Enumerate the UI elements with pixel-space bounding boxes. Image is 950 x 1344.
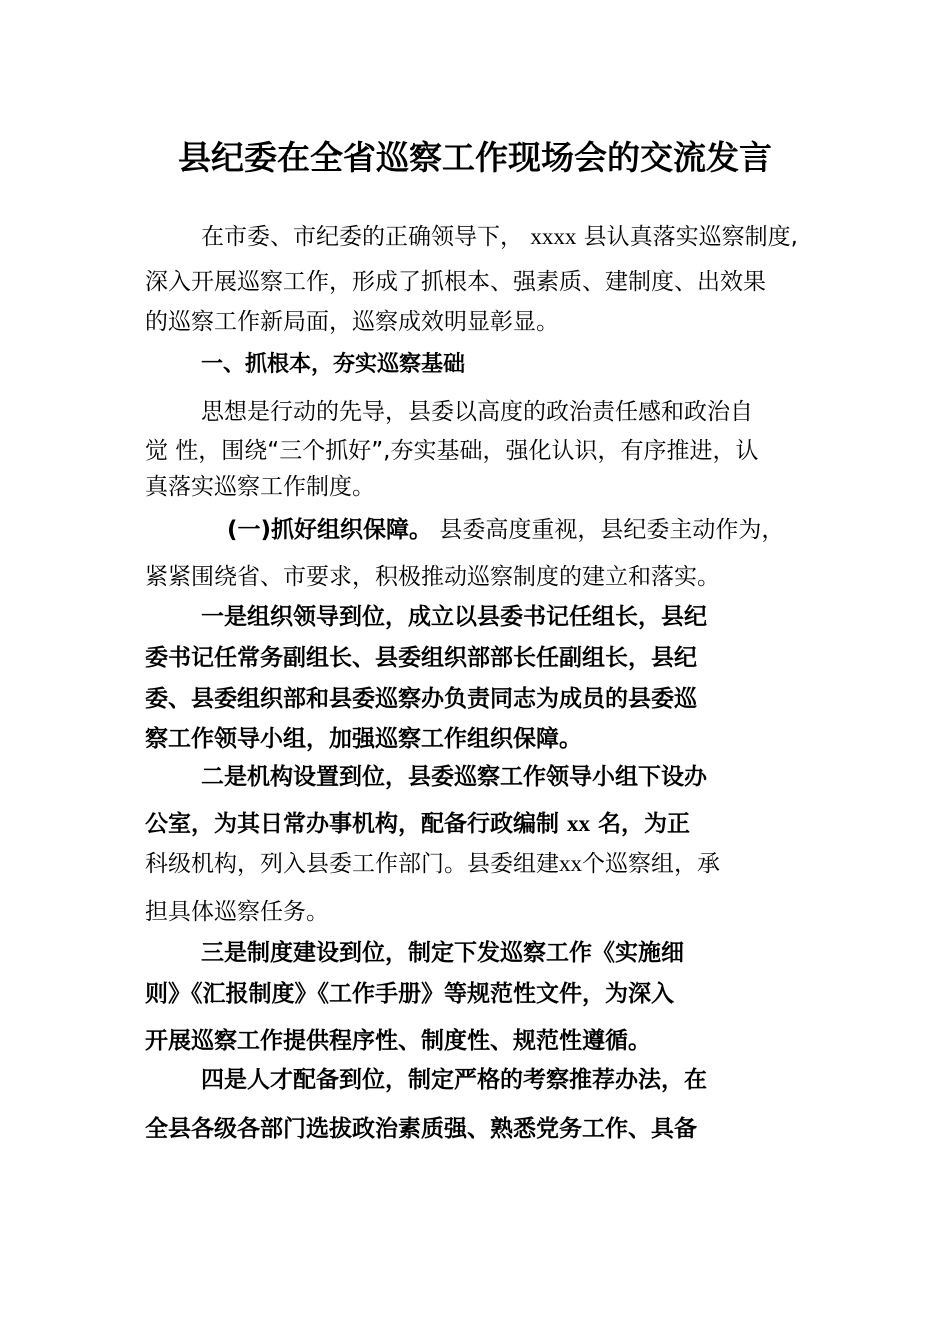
point-3-line-2: 则》《汇报制度》《工作手册》等规范性文件，为深入	[145, 981, 674, 1007]
point-2-line-2-text-a: 公室，为其日常办事机构，配备行政编制	[145, 811, 559, 837]
point-2-line-3-text-c: 个巡察组，承	[582, 851, 720, 877]
point-3-line-1: 三是制度建设到位，制定下发巡察工作《实施细	[201, 940, 684, 966]
point-2-line-2	[145, 808, 690, 840]
staff-count-placeholder: xx	[567, 811, 591, 836]
intro-line-3: 的巡察工作新局面，巡察成效明显彰显。	[145, 309, 559, 335]
point-1-line-1: 一是组织领导到位，成立以县委书记任组长，县纪	[201, 604, 707, 630]
point-4-line-2: 全县各级各部门选拔政治素质强、熟悉党务工作、具备	[145, 1116, 697, 1142]
intro-line-2: 深入开展巡察工作，形成了抓根本、强素质、建制度、出效果	[145, 269, 766, 295]
subsection-1-text: 县委高度重视，县纪委主动作为，	[439, 517, 785, 543]
subsection-1-heading: (一)抓好组织保障。	[227, 517, 433, 543]
document-title: 县纪委在全省巡察工作现场会的交流发言	[178, 138, 772, 177]
subsection-1-line-1	[227, 514, 784, 546]
section-1-line-1: 思想是行动的先导，县委以高度的政治责任感和政治自	[201, 399, 753, 425]
point-3-line-3: 开展巡察工作提供程序性、制度性、规范性遵循。	[145, 1028, 651, 1054]
subsection-1-line-2: 紧紧围绕省、市要求，积极推动巡察制度的建立和落实。	[145, 564, 720, 590]
point-4-line-1: 四是人才配备到位，制定严格的考察推荐办法，在	[201, 1067, 707, 1093]
county-placeholder: xxxx	[530, 224, 577, 249]
point-2-line-4: 担具体巡察任务。	[145, 899, 329, 925]
point-1-line-3: 委、县委组织部和县委巡察办负责同志为成员的县委巡	[145, 686, 697, 712]
point-2-line-3	[145, 848, 720, 880]
point-2-line-2-text-c: 名，为正	[598, 811, 691, 837]
point-2-line-3-text-a: 科级机构，列入县委工作部门。县委组建	[145, 851, 559, 877]
group-count-placeholder: xx	[559, 851, 582, 876]
section-1-heading: 一、抓根本，夯实巡察基础	[201, 352, 466, 377]
intro-line-1-text-c: 县认真落实巡察制度,	[583, 224, 798, 250]
point-1-line-4: 察工作领导小组，加强巡察工作组织保障。	[145, 726, 582, 752]
section-1-line-3: 真落实巡察工作制度。	[145, 474, 375, 500]
intro-line-1	[201, 221, 798, 253]
section-1-line-2: 觉 性，围绕“三个抓好”,夯实基础，强化认识，有序推进，认	[145, 438, 759, 464]
intro-line-1-text-a: 在市委、市纪委的正确领导下，	[201, 224, 523, 250]
point-2-line-1: 二是机构设置到位，县委巡察工作领导小组下设办	[201, 764, 707, 790]
point-1-line-2: 委书记任常务副组长、县委组织部部长任副组长，县纪	[145, 645, 697, 671]
